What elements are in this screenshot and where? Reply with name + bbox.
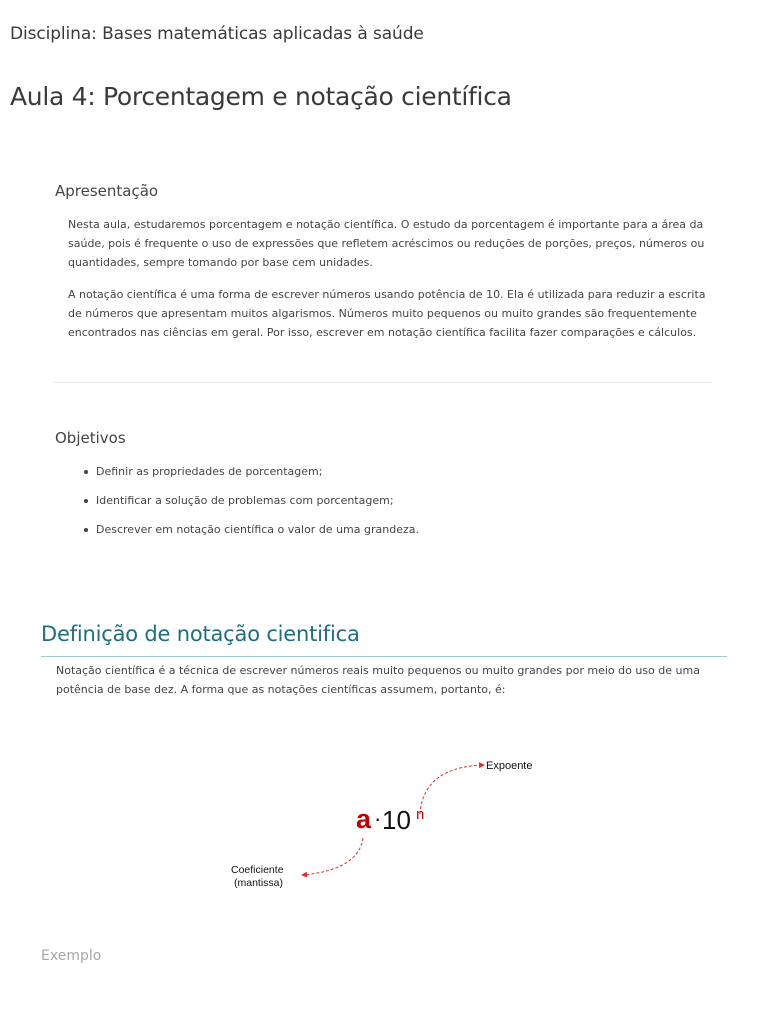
presentation-paragraph-1: Nesta aula, estudaremos porcentagem e notação científica. O estudo da porcentagem é importante para a área da saúde, pois é frequente o uso de expressões que refletem acréscimos ou reduções de porções, preços, números ou quantidades, sempre tomando por base cem unidades. <box>68 218 705 269</box>
objective-text: Descrever em notação científica o valor de uma grandeza. <box>96 523 419 536</box>
objective-item <box>80 462 419 491</box>
coefficient-label-line2: (mantissa) <box>234 877 284 889</box>
exponent-symbol: n <box>416 806 425 823</box>
exponent-label: Expoente <box>486 760 533 772</box>
discipline-title: Disciplina: Bases matemáticas aplicadas à saúde <box>10 24 424 44</box>
definition-title: Definição de notação cientifica <box>41 622 360 646</box>
presentation-paragraph-2: A notação científica é uma forma de escrever números usando potência de 10. Ela é utilizada para reduzir a escrita de números que apresentam muitos algarismos. Números muito pequenos ou muito grandes são frequentemente encontrados nas ciências em geral. Por isso, escrever em notação científica facilita fazer comparações e cálculos. <box>68 288 706 339</box>
notation-diagram <box>220 752 560 902</box>
definition-underline <box>41 656 727 657</box>
example-label[interactable]: Exemplo <box>41 948 102 964</box>
bullet-icon <box>84 528 88 532</box>
coefficient-arrow <box>302 838 363 875</box>
bullet-icon <box>84 470 88 474</box>
coefficient-symbol: a <box>356 804 372 834</box>
objectives-list <box>80 462 419 549</box>
exponent-arrow <box>420 765 484 814</box>
objective-item <box>80 491 419 520</box>
objectives-heading: Objetivos <box>55 429 126 447</box>
objective-item <box>80 520 419 549</box>
objective-text: Definir as propriedades de porcentagem; <box>96 465 323 478</box>
scientific-notation-figure <box>220 752 560 902</box>
bullet-icon <box>84 499 88 503</box>
multiplication-dot: · <box>374 806 382 831</box>
base-ten: 10 <box>382 805 411 835</box>
coefficient-label-line1: Coeficiente <box>231 864 284 876</box>
section-divider <box>54 382 712 383</box>
lesson-title: Aula 4: Porcentagem e notação científica <box>10 82 512 111</box>
definition-paragraph: Notação científica é a técnica de escrever números reais muito pequenos ou muito grandes por meio do uso de uma potência de base dez. A forma que as notações científicas assumem, portanto, é: <box>56 664 700 696</box>
objective-text: Identificar a solução de problemas com porcentagem; <box>96 494 394 507</box>
presentation-heading: Apresentação <box>55 182 159 200</box>
